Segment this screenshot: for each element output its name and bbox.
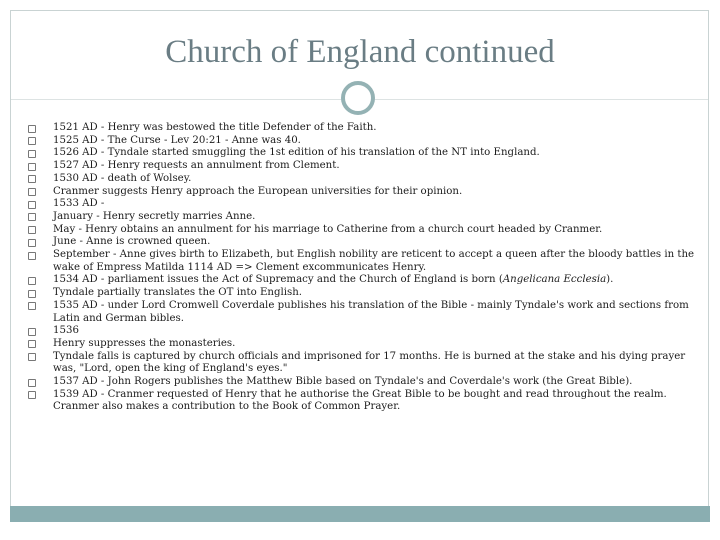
checkbox-bullet-icon: [28, 150, 36, 158]
checkbox-bullet-icon: [28, 188, 36, 196]
list-item: [28, 173, 708, 186]
list-item-text: January - Henry secretly marries Anne.: [53, 210, 256, 222]
list-item-text: June - Anne is crowned queen.: [53, 236, 211, 248]
list-item-text: September - Anne gives birth to Elizabeth, but English nobility are reticent to accept a queen after the bloody battles in the wake of Empress Matilda 1114 AD => Clement excommunicates Henry.: [53, 249, 695, 273]
list-item-text: 1535 AD - under Lord Cromwell Coverdale publishes his translation of the Bible - mainly Tyndale's work and sections from Latin and German bibles.: [53, 299, 689, 324]
list-item: [28, 186, 708, 199]
list-item: [28, 300, 708, 325]
circle-ornament-inner: [349, 89, 367, 107]
list-item-text: 1537 AD - John Rogers publishes the Matthew Bible based on Tyndale's and Coverdale's work (the Great Bible).: [53, 376, 633, 388]
checkbox-bullet-icon: [28, 175, 36, 183]
list-item: [28, 224, 708, 237]
checkbox-bullet-icon: [28, 340, 36, 348]
checkbox-bullet-icon: [28, 252, 36, 260]
list-item: [28, 160, 708, 173]
list-item: [28, 211, 708, 224]
checkbox-bullet-icon: [28, 226, 36, 234]
list-item: [28, 122, 708, 135]
list-item-text: 1533 AD -: [53, 198, 105, 210]
list-item-text: 1536: [53, 325, 79, 337]
checkbox-bullet-icon: [28, 201, 36, 209]
checkbox-bullet-icon: [28, 391, 36, 399]
checkbox-bullet-icon: [28, 290, 36, 298]
list-item: [28, 135, 708, 148]
emphasized-term: Angelicana Ecclesia: [502, 274, 607, 286]
checkbox-bullet-icon: [28, 328, 36, 336]
list-item: [28, 274, 708, 287]
list-item-text: Cranmer suggests Henry approach the European universities for their opinion.: [53, 185, 463, 197]
checkbox-bullet-icon: [28, 379, 36, 387]
footer-band: [10, 506, 710, 522]
list-item-text: Tyndale falls is captured by church officials and imprisoned for 17 months. He is burned at the stake and his dying prayer was, "Lord, open the king of England's eyes.": [53, 350, 686, 375]
list-item: [28, 351, 708, 376]
checkbox-bullet-icon: [28, 353, 36, 361]
list-item-text-end: ).: [606, 274, 614, 286]
checkbox-bullet-icon: [28, 239, 36, 247]
checkbox-bullet-icon: [28, 163, 36, 171]
list-item-text: 1525 AD - The Curse - Lev 20:21 - Anne was 40.: [53, 134, 301, 146]
slide-title: Church of England continued: [165, 34, 555, 70]
checkbox-bullet-icon: [28, 137, 36, 145]
list-item-text: 1527 AD - Henry requests an annulment from Clement.: [53, 160, 340, 172]
list-item-text: May - Henry obtains an annulment for his marriage to Catherine from a church court headed by Cranmer.: [53, 223, 603, 235]
checkbox-bullet-icon: [28, 125, 36, 133]
list-item-text: 1526 AD - Tyndale started smuggling the 1st edition of his translation of the NT into England.: [53, 147, 540, 159]
checkbox-bullet-icon: [28, 302, 36, 310]
list-item-text: Tyndale partially translates the OT into English.: [53, 287, 303, 299]
checkbox-bullet-icon: [28, 213, 36, 221]
list-item-text: Henry suppresses the monasteries.: [53, 337, 236, 349]
list-item-text-start: 1534 AD - parliament issues the Act of Supremacy and the Church of England is born (: [53, 274, 503, 286]
list-item: [28, 198, 708, 211]
list-item: [28, 389, 708, 414]
list-item: [28, 325, 708, 338]
bullet-list: [28, 122, 708, 414]
list-item: [28, 376, 708, 389]
list-item: [28, 249, 708, 274]
list-item: [28, 236, 708, 249]
list-item: [28, 287, 708, 300]
list-item-text: [53, 274, 708, 287]
list-item-text: 1521 AD - Henry was bestowed the title Defender of the Faith.: [53, 122, 377, 133]
list-item-text: 1539 AD - Cranmer requested of Henry that he authorise the Great Bible to be bought and read throughout the realm. Cranmer also makes a contribution to the Book of Common Prayer.: [53, 388, 667, 413]
list-item: [28, 338, 708, 351]
list-item: [28, 147, 708, 160]
list-item-text: 1530 AD - death of Wolsey.: [53, 172, 192, 184]
circle-ornament-icon: [341, 81, 375, 115]
checkbox-bullet-icon: [28, 277, 36, 285]
